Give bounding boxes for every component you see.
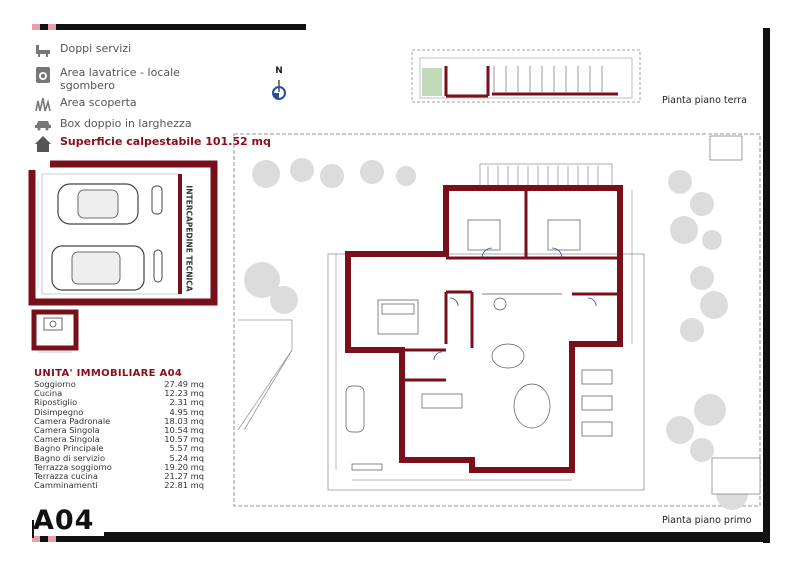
room-area: 4.95 mq <box>169 406 204 417</box>
room-area: 2.31 mq <box>169 397 204 408</box>
north-label: N <box>275 66 283 76</box>
room-name: Terrazza soggiorno <box>34 461 112 472</box>
room-name: Camera Singola <box>34 434 100 445</box>
unit-title: UNITA' IMMOBILIARE A04 <box>34 368 183 379</box>
first-floor-plan <box>232 130 762 510</box>
legend-label: Area lavatrice - locale sgombero <box>60 66 180 92</box>
room-name: Bagno Principale <box>34 443 104 454</box>
room-name: Disimpegno <box>34 406 84 417</box>
room-area: 12.23 mq <box>164 388 204 399</box>
room-area: 21.27 mq <box>164 470 204 481</box>
ground-floor-plan <box>408 44 648 106</box>
room-name: Ripostiglio <box>34 397 78 408</box>
legend-item-outdoor <box>34 96 137 112</box>
car-bottom <box>52 246 144 290</box>
room-area: 27.49 mq <box>164 379 204 389</box>
legend-item-laundry <box>34 66 190 92</box>
garage-label: INTERCAPEDINE TECNICA <box>184 185 194 292</box>
north-arrow-icon <box>268 78 290 102</box>
storage-plan <box>30 308 82 354</box>
room-name: Camera Padronale <box>34 415 111 426</box>
legend-label: Doppi servizi <box>60 42 132 55</box>
first-floor-label: Pianta piano primo <box>662 515 752 526</box>
room-area: 18.03 mq <box>164 415 204 426</box>
room-area: 5.57 mq <box>169 443 204 454</box>
room-name: Camera Singola <box>34 424 100 435</box>
room-row <box>34 481 204 490</box>
room-area: 19.20 mq <box>164 461 204 472</box>
home-icon <box>34 135 52 151</box>
room-area: 22.81 mq <box>164 480 204 491</box>
room-name: Bagno di servizio <box>34 452 106 463</box>
garage-vertical-label-wrap <box>183 178 195 298</box>
room-area: 10.57 mq <box>164 434 204 445</box>
legend-item-bathroom <box>34 42 131 58</box>
surface-label: Superficie calpestabile 101.52 mq <box>60 135 271 148</box>
grass-icon <box>34 96 52 112</box>
room-list <box>34 380 204 490</box>
car-top <box>58 184 138 224</box>
legend-item-garage <box>34 117 192 133</box>
room-area: 10.54 mq <box>164 424 204 435</box>
legend-label: Box doppio in larghezza <box>60 117 192 130</box>
legend-label: Area scoperta <box>60 96 137 109</box>
bathroom-icon <box>34 42 52 58</box>
unit-code: A04 <box>33 505 95 536</box>
washing-machine-icon <box>34 66 52 82</box>
car-icon <box>34 117 52 133</box>
room-name: Terrazza cucina <box>34 470 98 481</box>
room-area: 5.24 mq <box>169 452 204 463</box>
room-name: Soggiorno <box>34 379 76 389</box>
room-name: Camminamenti <box>34 480 98 491</box>
ground-floor-label: Pianta piano terra <box>662 95 747 106</box>
room-name: Cucina <box>34 388 63 399</box>
